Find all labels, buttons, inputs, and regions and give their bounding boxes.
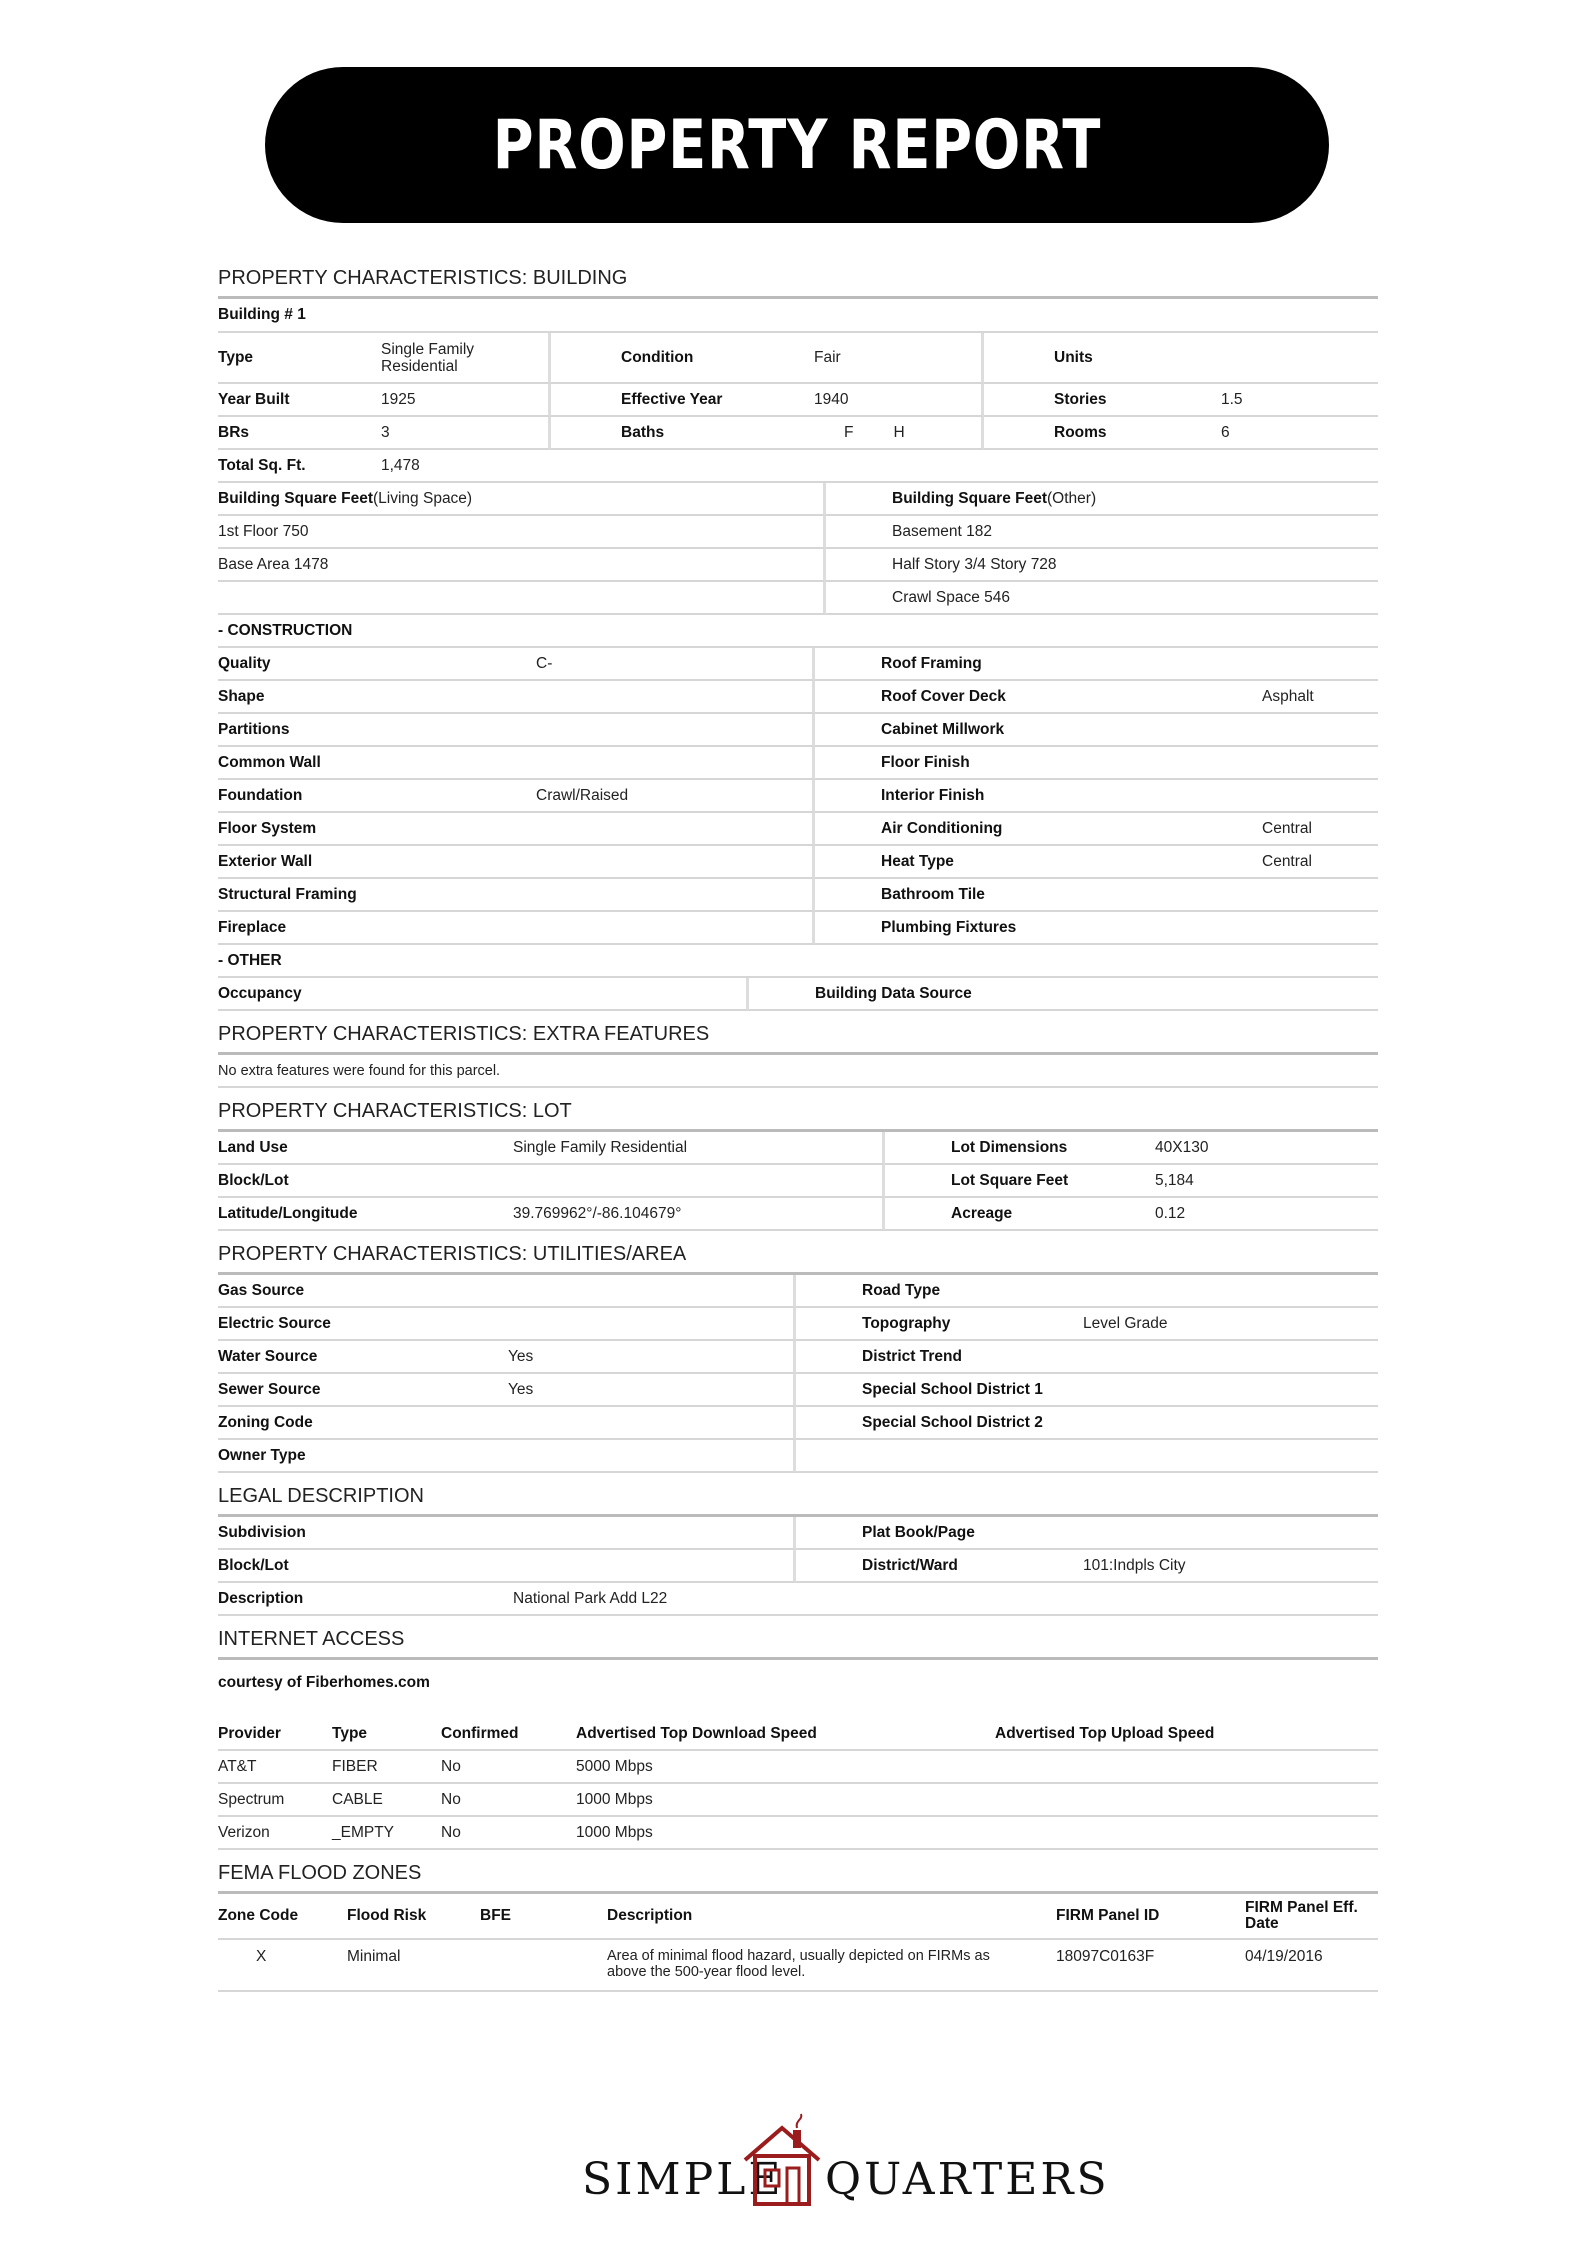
utility-label: Special School District 1 [796, 1374, 1083, 1407]
type-value-line1: Single Family [381, 340, 475, 358]
internet-section-title: INTERNET ACCESS [218, 1626, 1378, 1660]
other-heading: - OTHER [218, 945, 1378, 978]
other-heading-bold: Building Square Feet [892, 489, 1048, 507]
internet-cell: No [441, 1751, 576, 1784]
living-item [218, 582, 826, 615]
lot-value: 39.769962°/-86.104679° [513, 1198, 818, 1231]
rooms-value: 6 [1221, 417, 1378, 450]
utility-value [1083, 1341, 1378, 1374]
construction-value [536, 681, 749, 714]
legal-section-title: LEGAL DESCRIPTION [218, 1483, 1378, 1517]
utility-value [508, 1407, 732, 1440]
house-icon [737, 2110, 827, 2210]
utility-label: Sewer Source [218, 1374, 508, 1407]
spacer-cell [984, 417, 1054, 450]
fema-risk: Minimal [347, 1940, 480, 1992]
column-divider [749, 648, 815, 681]
baths-label: Baths [621, 417, 814, 450]
building-grid [218, 333, 1378, 450]
building-section-title: PROPERTY CHARACTERISTICS: BUILDING [218, 265, 1378, 299]
fema-header-line1: FIRM Panel Eff. [1245, 1899, 1358, 1916]
legal-value [1083, 1517, 1378, 1550]
column-divider [732, 1407, 796, 1440]
construction-value: Central [1262, 846, 1378, 879]
construction-value [1262, 648, 1378, 681]
construction-label: Quality [218, 648, 536, 681]
utility-value [1083, 1407, 1378, 1440]
construction-label: Partitions [218, 714, 536, 747]
type-value-line2: Residential [381, 357, 458, 375]
lot-label: Land Use [218, 1132, 513, 1165]
year-built-label: Year Built [218, 384, 381, 417]
spacer-cell [984, 333, 1054, 384]
lot-label: Latitude/Longitude [218, 1198, 513, 1231]
lot-value: 5,184 [1155, 1165, 1378, 1198]
legal-grid [218, 1517, 1378, 1583]
baths-half: H [893, 423, 905, 441]
utility-value [508, 1275, 732, 1308]
utility-label [796, 1440, 1083, 1473]
report-banner [265, 67, 1329, 223]
construction-label: Interior Finish [815, 780, 1262, 813]
column-divider [749, 813, 815, 846]
occupancy-label: Occupancy [218, 978, 749, 1011]
fema-bfe [480, 1940, 607, 1992]
legal-label: District/Ward [796, 1550, 1083, 1583]
construction-value [536, 714, 749, 747]
utility-label: Water Source [218, 1341, 508, 1374]
utility-value [508, 1440, 732, 1473]
construction-label: Common Wall [218, 747, 536, 780]
legal-label: Subdivision [218, 1517, 511, 1550]
construction-label: Roof Framing [815, 648, 1262, 681]
construction-value [1262, 714, 1378, 747]
occupancy-row [218, 978, 1378, 1011]
building-number: Building # 1 [218, 299, 1378, 333]
condition-label: Condition [621, 333, 814, 384]
fema-header: Flood Risk [347, 1894, 480, 1940]
brs-label: BRs [218, 417, 381, 450]
construction-value [536, 813, 749, 846]
construction-value [1262, 780, 1378, 813]
logo-text-right: QUARTERS [825, 2154, 1110, 2205]
utilities-section-title: PROPERTY CHARACTERISTICS: UTILITIES/AREA [218, 1241, 1378, 1275]
column-divider [732, 1374, 796, 1407]
construction-value [1262, 879, 1378, 912]
lot-value: 0.12 [1155, 1198, 1378, 1231]
construction-label: Roof Cover Deck [815, 681, 1262, 714]
internet-cell: _EMPTY [332, 1817, 441, 1850]
spacer-cell [551, 384, 621, 417]
utility-value [1083, 1374, 1378, 1407]
fema-table [218, 1894, 1378, 1992]
logo-text-left: SIMPLE [582, 2154, 784, 2205]
construction-grid [218, 648, 1378, 945]
internet-header: Confirmed [441, 1718, 576, 1751]
utility-label: Owner Type [218, 1440, 508, 1473]
column-divider [732, 1275, 796, 1308]
other-space-heading [826, 483, 1378, 516]
internet-header: Provider [218, 1718, 332, 1751]
utility-value [1083, 1440, 1378, 1473]
legal-label: Block/Lot [218, 1550, 511, 1583]
construction-label: Structural Framing [218, 879, 536, 912]
simple-quarters-logo [0, 2100, 1587, 2220]
other-heading-rest: (Other) [1047, 489, 1097, 507]
utility-value: Level Grade [1083, 1308, 1378, 1341]
internet-table [218, 1718, 1378, 1850]
utility-value [508, 1308, 732, 1341]
legal-label: Plat Book/Page [796, 1517, 1083, 1550]
fema-header-line2: Date [1245, 1915, 1279, 1932]
stories-value: 1.5 [1221, 384, 1378, 417]
other-item: Crawl Space 546 [826, 582, 1378, 615]
report-document [218, 265, 1378, 1992]
spacer-cell [984, 384, 1054, 417]
internet-cell: 1000 Mbps [576, 1817, 995, 1850]
living-space-heading [218, 483, 826, 516]
fema-zone: X [218, 1940, 347, 1992]
column-divider [749, 681, 815, 714]
fema-header-eff-date [1245, 1894, 1378, 1940]
lot-value: 40X130 [1155, 1132, 1378, 1165]
building-data-source-label: Building Data Source [749, 978, 1378, 1011]
baths-value [814, 417, 984, 450]
brs-value: 3 [381, 417, 551, 450]
internet-cell: FIBER [332, 1751, 441, 1784]
sqft-label: Total Sq. Ft. [218, 450, 381, 483]
internet-cell: 1000 Mbps [576, 1784, 995, 1817]
construction-value: Crawl/Raised [536, 780, 749, 813]
condition-value: Fair [814, 333, 984, 384]
living-item: Base Area 1478 [218, 549, 826, 582]
type-label: Type [218, 333, 381, 384]
square-feet-grid [218, 483, 1378, 615]
fema-panel-date: 04/19/2016 [1245, 1940, 1378, 1992]
fema-description [607, 1940, 1056, 1992]
column-divider [732, 1308, 796, 1341]
lot-section-title: PROPERTY CHARACTERISTICS: LOT [218, 1098, 1378, 1132]
internet-header: Advertised Top Upload Speed [995, 1718, 1378, 1751]
construction-value [536, 879, 749, 912]
column-divider [749, 780, 815, 813]
internet-cell [995, 1751, 1378, 1784]
internet-cell: No [441, 1817, 576, 1850]
column-divider [732, 1440, 796, 1473]
construction-label: Cabinet Millwork [815, 714, 1262, 747]
baths-full: F [844, 423, 854, 441]
column-divider [818, 1132, 885, 1165]
other-item: Basement 182 [826, 516, 1378, 549]
utility-label: Road Type [796, 1275, 1083, 1308]
column-divider [749, 714, 815, 747]
legal-description-value: National Park Add L22 [513, 1583, 1378, 1616]
fema-panel-id: 18097C0163F [1056, 1940, 1245, 1992]
column-divider [732, 1341, 796, 1374]
lot-value [513, 1165, 818, 1198]
construction-label: Heat Type [815, 846, 1262, 879]
effective-year-value: 1940 [814, 384, 984, 417]
fema-header: Zone Code [218, 1894, 347, 1940]
construction-label: Foundation [218, 780, 536, 813]
construction-label: Plumbing Fixtures [815, 912, 1262, 945]
construction-value: Asphalt [1262, 681, 1378, 714]
internet-cell [995, 1784, 1378, 1817]
rooms-label: Rooms [1054, 417, 1221, 450]
construction-value [536, 846, 749, 879]
construction-value [536, 747, 749, 780]
fema-header: FIRM Panel ID [1056, 1894, 1245, 1940]
fema-header: BFE [480, 1894, 607, 1940]
utility-label: Special School District 2 [796, 1407, 1083, 1440]
internet-cell: CABLE [332, 1784, 441, 1817]
construction-label: Exterior Wall [218, 846, 536, 879]
internet-cell: No [441, 1784, 576, 1817]
construction-value: C- [536, 648, 749, 681]
report-title: PROPERTY REPORT [492, 105, 1102, 185]
utility-label: District Trend [796, 1341, 1083, 1374]
legal-value: 101:Indpls City [1083, 1550, 1378, 1583]
utility-label: Gas Source [218, 1275, 508, 1308]
construction-label: Floor Finish [815, 747, 1262, 780]
construction-label: Shape [218, 681, 536, 714]
lot-grid [218, 1132, 1378, 1231]
internet-cell: Spectrum [218, 1784, 332, 1817]
column-divider [749, 912, 815, 945]
sqft-value: 1,478 [381, 450, 1378, 483]
internet-header: Advertised Top Download Speed [576, 1718, 995, 1751]
column-divider [732, 1517, 796, 1550]
legal-value [511, 1517, 732, 1550]
internet-header: Type [332, 1718, 441, 1751]
internet-cell: Verizon [218, 1817, 332, 1850]
utility-label: Zoning Code [218, 1407, 508, 1440]
utility-value [1083, 1275, 1378, 1308]
lot-label: Block/Lot [218, 1165, 513, 1198]
stories-label: Stories [1054, 384, 1221, 417]
units-value [1221, 333, 1378, 384]
column-divider [818, 1165, 885, 1198]
legal-value [511, 1550, 732, 1583]
effective-year-label: Effective Year [621, 384, 814, 417]
fema-header: Description [607, 1894, 1056, 1940]
utilities-grid [218, 1275, 1378, 1473]
utility-label: Topography [796, 1308, 1083, 1341]
year-built-value: 1925 [381, 384, 551, 417]
lot-label: Lot Square Feet [885, 1165, 1155, 1198]
utility-label: Electric Source [218, 1308, 508, 1341]
spacer-cell [551, 333, 621, 384]
sqft-row [218, 450, 1378, 483]
units-label: Units [1054, 333, 1221, 384]
extra-features-title: PROPERTY CHARACTERISTICS: EXTRA FEATURES [218, 1021, 1378, 1055]
construction-value [536, 912, 749, 945]
utility-value: Yes [508, 1341, 732, 1374]
construction-label: Air Conditioning [815, 813, 1262, 846]
fema-description-line1: Area of minimal flood hazard, usually depicted on FIRMs as [607, 1948, 990, 1964]
construction-label: Fireplace [218, 912, 536, 945]
column-divider [749, 879, 815, 912]
lot-label: Acreage [885, 1198, 1155, 1231]
construction-value: Central [1262, 813, 1378, 846]
internet-cell: 5000 Mbps [576, 1751, 995, 1784]
construction-heading: - CONSTRUCTION [218, 615, 1378, 648]
lot-label: Lot Dimensions [885, 1132, 1155, 1165]
construction-label: Bathroom Tile [815, 879, 1262, 912]
column-divider [749, 846, 815, 879]
column-divider [818, 1198, 885, 1231]
column-divider [749, 747, 815, 780]
fema-section-title: FEMA FLOOD ZONES [218, 1860, 1378, 1894]
utility-value: Yes [508, 1374, 732, 1407]
construction-value [1262, 912, 1378, 945]
internet-courtesy: courtesy of Fiberhomes.com [218, 1674, 430, 1691]
living-heading-bold: Building Square Feet [218, 489, 374, 507]
internet-cell [995, 1817, 1378, 1850]
lot-value: Single Family Residential [513, 1132, 818, 1165]
fema-description-line2: above the 500-year flood level. [607, 1964, 806, 1980]
living-item: 1st Floor 750 [218, 516, 826, 549]
legal-description-label: Description [218, 1583, 513, 1616]
extra-features-text: No extra features were found for this parcel. [218, 1055, 1378, 1088]
other-item: Half Story 3/4 Story 728 [826, 549, 1378, 582]
internet-cell: AT&T [218, 1751, 332, 1784]
legal-description-row [218, 1583, 1378, 1616]
spacer-cell [551, 417, 621, 450]
living-heading-rest: (Living Space) [373, 489, 473, 507]
construction-value [1262, 747, 1378, 780]
type-value [381, 333, 551, 384]
construction-label: Floor System [218, 813, 536, 846]
column-divider [732, 1550, 796, 1583]
